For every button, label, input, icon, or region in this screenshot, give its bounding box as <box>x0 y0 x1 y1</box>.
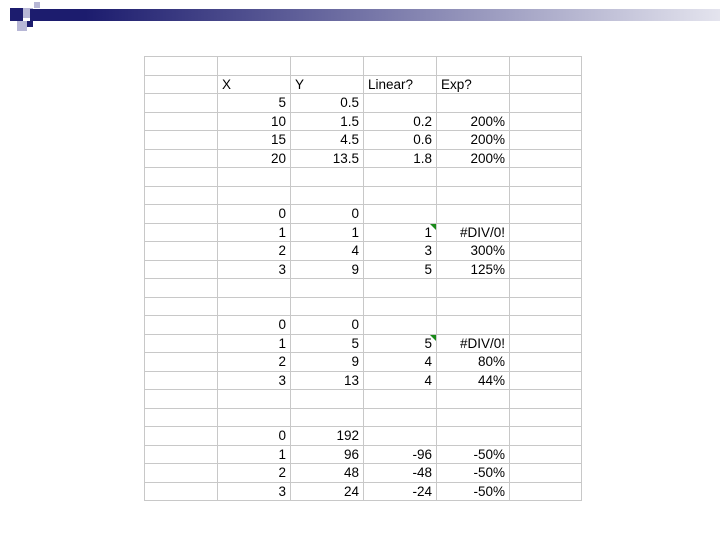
table-cell[interactable] <box>510 279 582 298</box>
table-cell[interactable] <box>364 427 437 446</box>
table-cell[interactable]: 4 <box>364 371 437 390</box>
column-header-cell[interactable]: Linear? <box>364 75 437 94</box>
table-cell[interactable] <box>364 297 437 316</box>
table-cell[interactable]: 44% <box>437 371 510 390</box>
table-cell[interactable] <box>145 371 218 390</box>
table-cell[interactable]: 0 <box>291 316 364 335</box>
table-cell[interactable] <box>510 94 582 113</box>
table-cell[interactable]: 15 <box>218 131 291 150</box>
table-cell[interactable] <box>510 131 582 150</box>
error-indicator-icon <box>430 335 436 341</box>
table-cell[interactable]: 13 <box>291 371 364 390</box>
table-row <box>145 149 582 168</box>
spreadsheet <box>144 56 582 501</box>
table-row <box>145 186 582 205</box>
table-cell[interactable]: 0 <box>291 205 364 224</box>
table-cell[interactable] <box>510 445 582 464</box>
table-cell[interactable] <box>437 297 510 316</box>
table-cell[interactable] <box>437 316 510 335</box>
header-row <box>145 75 582 94</box>
column-header-cell[interactable] <box>145 75 218 94</box>
table-cell[interactable]: 1.5 <box>291 112 364 131</box>
table-cell[interactable]: 5 <box>291 334 364 353</box>
table-cell[interactable]: 24 <box>291 482 364 501</box>
table-cell[interactable]: 0.5 <box>291 94 364 113</box>
table-cell[interactable] <box>437 94 510 113</box>
column-header-cell[interactable]: Y <box>291 75 364 94</box>
table-cell[interactable] <box>510 205 582 224</box>
table-cell[interactable] <box>291 408 364 427</box>
table-cell[interactable] <box>437 186 510 205</box>
table-cell[interactable] <box>145 297 218 316</box>
table-cell[interactable]: 200% <box>437 149 510 168</box>
table-cell[interactable] <box>437 427 510 446</box>
table-row <box>145 353 582 372</box>
table-cell[interactable] <box>364 186 437 205</box>
table-row <box>145 223 582 242</box>
table-cell[interactable] <box>145 353 218 372</box>
table-cell[interactable]: 0 <box>218 427 291 446</box>
table-cell[interactable] <box>437 205 510 224</box>
table-cell[interactable] <box>145 482 218 501</box>
table-row <box>145 316 582 335</box>
table-cell[interactable] <box>218 408 291 427</box>
table-cell[interactable] <box>145 427 218 446</box>
table-cell[interactable] <box>364 316 437 335</box>
table-row <box>145 260 582 279</box>
table-cell[interactable] <box>510 371 582 390</box>
table-cell[interactable]: -96 <box>364 445 437 464</box>
table-cell[interactable] <box>437 408 510 427</box>
table-cell[interactable] <box>437 390 510 409</box>
table-cell[interactable] <box>510 186 582 205</box>
column-header-cell[interactable]: X <box>218 75 291 94</box>
table-row <box>145 57 582 76</box>
table-cell[interactable] <box>510 482 582 501</box>
table-cell[interactable]: 200% <box>437 131 510 150</box>
table-cell[interactable] <box>510 223 582 242</box>
decor-title-bar <box>30 9 720 21</box>
table-cell[interactable] <box>510 316 582 335</box>
table-row <box>145 242 582 261</box>
table-cell[interactable] <box>145 223 218 242</box>
table-row <box>145 205 582 224</box>
table-row <box>145 445 582 464</box>
table-cell[interactable] <box>218 297 291 316</box>
table-cell[interactable]: 0 <box>218 316 291 335</box>
table-row <box>145 371 582 390</box>
table-cell[interactable]: 3 <box>218 371 291 390</box>
table-row <box>145 131 582 150</box>
decor-square-light <box>17 21 27 31</box>
table-cell[interactable] <box>291 186 364 205</box>
table-cell[interactable] <box>145 112 218 131</box>
table-row <box>145 112 582 131</box>
error-indicator-icon <box>430 224 436 230</box>
table-cell[interactable]: 5 <box>218 94 291 113</box>
table-cell[interactable]: 80% <box>437 353 510 372</box>
table-cell[interactable]: #DIV/0! <box>437 223 510 242</box>
table-cell[interactable]: 4.5 <box>291 131 364 150</box>
table-cell[interactable]: 4 <box>291 242 364 261</box>
table-cell[interactable] <box>510 149 582 168</box>
table-cell[interactable] <box>510 464 582 483</box>
table-cell[interactable]: 2 <box>218 464 291 483</box>
table-cell[interactable] <box>510 112 582 131</box>
table-cell[interactable]: 1 <box>218 334 291 353</box>
table-cell[interactable]: 1 <box>218 223 291 242</box>
table-cell[interactable] <box>364 168 437 187</box>
table-cell[interactable]: 9 <box>291 353 364 372</box>
table-cell[interactable] <box>218 186 291 205</box>
table-cell[interactable] <box>145 464 218 483</box>
table-cell[interactable]: 1 <box>291 223 364 242</box>
table-cell[interactable] <box>145 57 218 76</box>
table-cell[interactable]: 200% <box>437 112 510 131</box>
table-cell[interactable] <box>218 57 291 76</box>
decor-square-dark <box>27 21 33 27</box>
table-cell[interactable] <box>145 334 218 353</box>
table-cell[interactable] <box>145 408 218 427</box>
table-cell[interactable] <box>437 168 510 187</box>
table-cell[interactable] <box>218 279 291 298</box>
table-cell[interactable]: 48 <box>291 464 364 483</box>
table-cell[interactable]: -50% <box>437 464 510 483</box>
table-cell[interactable] <box>364 408 437 427</box>
table-cell[interactable] <box>145 94 218 113</box>
table-cell[interactable]: 3 <box>218 482 291 501</box>
table-cell[interactable] <box>510 390 582 409</box>
table-cell[interactable] <box>510 408 582 427</box>
table-cell[interactable]: -50% <box>437 445 510 464</box>
table-cell[interactable]: 96 <box>291 445 364 464</box>
table-cell[interactable]: 1.8 <box>364 149 437 168</box>
table-row <box>145 334 582 353</box>
table-cell[interactable]: 4 <box>364 353 437 372</box>
decor-square-dark <box>10 8 23 21</box>
table-cell[interactable]: 1 <box>364 223 437 242</box>
table-row <box>145 297 582 316</box>
table-cell[interactable] <box>510 260 582 279</box>
table-cell[interactable] <box>291 297 364 316</box>
table-cell[interactable]: 3 <box>218 260 291 279</box>
table-row <box>145 390 582 409</box>
table-cell[interactable] <box>437 57 510 76</box>
table-row <box>145 482 582 501</box>
table-cell[interactable] <box>364 94 437 113</box>
table-cell[interactable] <box>291 168 364 187</box>
table-cell[interactable]: 1 <box>218 445 291 464</box>
table-cell[interactable] <box>291 57 364 76</box>
table-cell[interactable] <box>437 279 510 298</box>
table-row <box>145 94 582 113</box>
table-cell[interactable] <box>145 149 218 168</box>
table-cell[interactable] <box>145 445 218 464</box>
table-cell[interactable] <box>510 57 582 76</box>
table-cell[interactable] <box>510 168 582 187</box>
table-cell[interactable] <box>145 242 218 261</box>
table-cell[interactable]: -24 <box>364 482 437 501</box>
table-cell[interactable] <box>510 334 582 353</box>
table-cell[interactable] <box>364 279 437 298</box>
table-row <box>145 464 582 483</box>
slide-decoration <box>0 0 720 40</box>
table-cell[interactable]: 0 <box>218 205 291 224</box>
table-cell[interactable] <box>291 390 364 409</box>
table-cell[interactable] <box>510 297 582 316</box>
table-cell[interactable] <box>145 186 218 205</box>
table-cell[interactable]: 13.5 <box>291 149 364 168</box>
table-cell[interactable] <box>510 427 582 446</box>
table-cell[interactable] <box>145 168 218 187</box>
table-row <box>145 168 582 187</box>
table-cell[interactable]: #DIV/0! <box>437 334 510 353</box>
table-row <box>145 279 582 298</box>
table-cell[interactable]: 0.6 <box>364 131 437 150</box>
column-header-cell[interactable]: Exp? <box>437 75 510 94</box>
table-cell[interactable]: 0.2 <box>364 112 437 131</box>
table-cell[interactable] <box>364 390 437 409</box>
table-cell[interactable] <box>145 390 218 409</box>
table-cell[interactable] <box>218 390 291 409</box>
table-cell[interactable]: 125% <box>437 260 510 279</box>
table-cell[interactable]: 5 <box>364 334 437 353</box>
table-cell[interactable] <box>218 168 291 187</box>
table-cell[interactable]: -48 <box>364 464 437 483</box>
table-cell[interactable] <box>145 205 218 224</box>
table-cell[interactable] <box>145 131 218 150</box>
table-row <box>145 408 582 427</box>
table-cell[interactable]: 9 <box>291 260 364 279</box>
table-cell[interactable]: 192 <box>291 427 364 446</box>
table-cell[interactable]: 300% <box>437 242 510 261</box>
table-cell[interactable]: 2 <box>218 353 291 372</box>
column-header-cell[interactable] <box>510 75 582 94</box>
table-cell[interactable]: 10 <box>218 112 291 131</box>
table-cell[interactable] <box>145 260 218 279</box>
decor-square-light <box>34 2 40 8</box>
table-cell[interactable]: 5 <box>364 260 437 279</box>
table-cell[interactable]: 3 <box>364 242 437 261</box>
table-row <box>145 427 582 446</box>
table-cell[interactable] <box>510 242 582 261</box>
table-cell[interactable]: 2 <box>218 242 291 261</box>
table-cell[interactable]: -50% <box>437 482 510 501</box>
table-cell[interactable] <box>145 279 218 298</box>
table-cell[interactable] <box>364 57 437 76</box>
table-cell[interactable] <box>510 353 582 372</box>
table-cell[interactable] <box>364 205 437 224</box>
table-cell[interactable] <box>145 316 218 335</box>
table-cell[interactable] <box>291 279 364 298</box>
table-cell[interactable]: 20 <box>218 149 291 168</box>
